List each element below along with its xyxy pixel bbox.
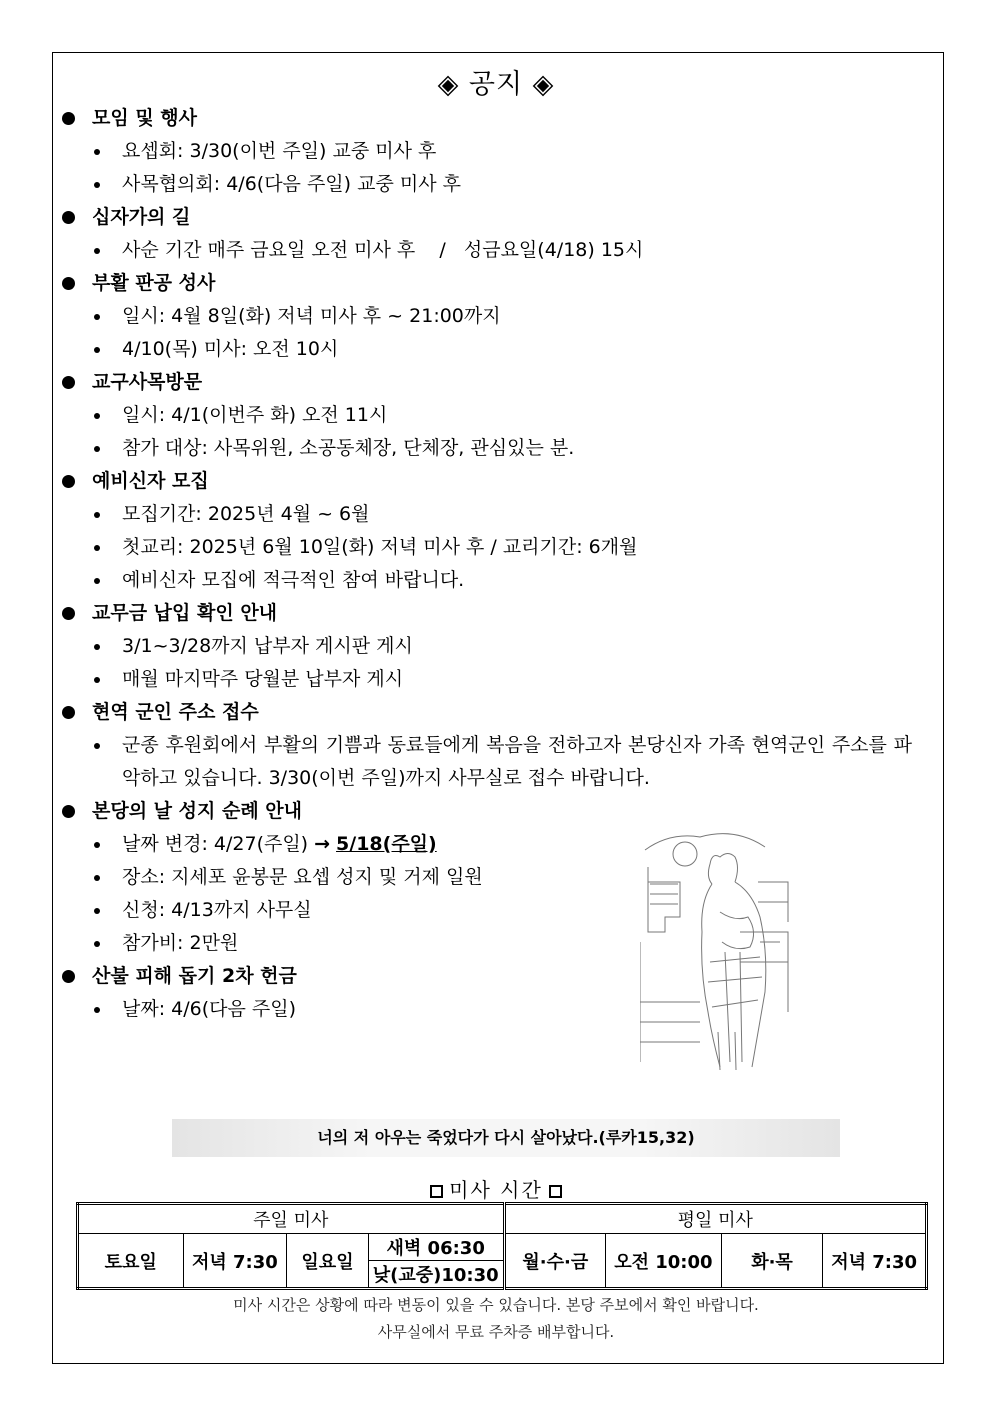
list-item (62, 234, 922, 267)
section-heading (62, 267, 922, 300)
footer-line: 미사 시간은 상황에 따라 변동이 있을 수 있습니다. 본당 주보에서 확인 바랍니다. (233, 1296, 759, 1314)
section-confession (62, 267, 922, 366)
section-heading (62, 960, 922, 993)
bullet-dot (62, 805, 75, 818)
section-heading (62, 366, 922, 399)
bullet-point (94, 413, 100, 419)
list-item (62, 399, 922, 432)
bullet-dot (62, 706, 75, 719)
scripture-quote-banner: 너의 저 아우는 죽었다가 다시 살아났다.(루카15,32) (172, 1119, 840, 1157)
section-heading-text: 예비신자 모집 (92, 470, 209, 492)
section-catechumen (62, 465, 922, 597)
bullet-point (94, 842, 100, 848)
section-heading (62, 465, 922, 498)
list-item-text: 4/10(목) 미사: 오전 10시 (122, 338, 339, 360)
list-item (62, 498, 922, 531)
bullet-point (94, 578, 100, 584)
bullet-point (94, 149, 100, 155)
list-item-text: 장소: 지세포 윤봉문 요셉 성지 및 거제 일원 (122, 866, 483, 888)
list-item-text: 군종 후원회에서 부활의 기쁨과 동료들에게 복음을 전하고자 본당신자 가족 현역군인 주소를 파악하고 있습니다. 3/30(이번 주일)까지 사무실로 접수 바랍니다. (122, 734, 912, 789)
list-item (62, 927, 922, 960)
list-item (62, 630, 922, 663)
list-item (62, 861, 922, 894)
square-icon (549, 1185, 562, 1198)
bullet-point (94, 314, 100, 320)
mon-wed-fri-time: 오전 10:00 (606, 1234, 722, 1289)
mass-times-table (76, 1202, 928, 1290)
bullet-point (94, 875, 100, 881)
bullet-dot (62, 970, 75, 983)
page-title: ◈ 공지 ◈ (437, 69, 555, 100)
saturday-label: 토요일 (78, 1234, 184, 1289)
footer-notes (0, 1292, 992, 1346)
bullet-dot (62, 112, 75, 125)
bullet-point (94, 677, 100, 683)
list-item-text: 첫교리: 2025년 6월 10일(화) 저녁 미사 후 / 교리기간: 6개월 (122, 536, 638, 558)
list-item (62, 663, 922, 696)
mon-wed-fri-label: 월·수·금 (504, 1234, 606, 1289)
tue-thu-label: 화·목 (721, 1234, 823, 1289)
sunday-day-time: 낮(교중)10:30 (368, 1261, 504, 1289)
bullet-dot (62, 277, 75, 290)
sunday-mass-header: 주일 미사 (78, 1204, 505, 1234)
arrow-right-icon: → (314, 833, 331, 855)
section-soldier-address (62, 696, 922, 795)
mass-times-heading (0, 1174, 992, 1203)
bullet-dot (62, 376, 75, 389)
section-heading (62, 696, 922, 729)
sunday-label: 일요일 (287, 1234, 369, 1289)
list-item (62, 729, 922, 795)
list-item-text: 참가 대상: 사목위원, 소공동체장, 단체장, 관심있는 분. (122, 437, 575, 459)
section-heading (62, 597, 922, 630)
list-item (62, 432, 922, 465)
list-item-text: 신청: 4/13까지 사무실 (122, 899, 312, 921)
section-heading-text: 본당의 날 성지 순례 안내 (92, 800, 302, 822)
list-item-text: 날짜: 4/6(다음 주일) (122, 998, 297, 1020)
square-icon (430, 1185, 443, 1198)
bullet-dot (62, 475, 75, 488)
section-meetings (62, 102, 922, 201)
section-pilgrimage (62, 795, 922, 960)
saturday-time: 저녁 7:30 (183, 1234, 287, 1289)
section-heading-text: 산불 피해 돕기 2차 헌금 (92, 965, 297, 987)
bullet-point (94, 908, 100, 914)
section-heading (62, 102, 922, 135)
list-item-text: 요셉회: 3/30(이번 주일) 교중 미사 후 (122, 140, 437, 162)
list-item (62, 168, 922, 201)
notice-list (62, 102, 922, 1026)
list-item (62, 300, 922, 333)
tue-thu-time: 저녁 7:30 (823, 1234, 927, 1289)
list-item (62, 894, 922, 927)
section-heading-text: 교구사목방문 (92, 371, 203, 393)
prodigal-son-illustration (640, 822, 790, 1072)
bullet-point (94, 248, 100, 254)
section-way-of-cross (62, 201, 922, 267)
section-heading-text: 모임 및 행사 (92, 107, 197, 129)
section-heading (62, 201, 922, 234)
date-change-old: 날짜 변경: 4/27(주일) (122, 833, 309, 855)
bullet-point (94, 347, 100, 353)
bullet-point (94, 743, 100, 749)
list-item (62, 828, 922, 861)
list-item-text: 사목협의회: 4/6(다음 주일) 교중 미사 후 (122, 173, 461, 195)
section-heading-text: 교무금 납입 확인 안내 (92, 602, 278, 624)
list-item-text: 사순 기간 매주 금요일 오전 미사 후 / 성금요일(4/18) 15시 (122, 239, 644, 261)
list-item-text: 일시: 4/1(이번주 화) 오전 11시 (122, 404, 388, 426)
list-item (62, 564, 922, 597)
weekday-mass-header: 평일 미사 (504, 1204, 926, 1234)
list-item-text: 일시: 4월 8일(화) 저녁 미사 후 ~ 21:00까지 (122, 305, 501, 327)
bullet-point (94, 512, 100, 518)
list-item-text: 참가비: 2만원 (122, 932, 239, 954)
list-item-text: 예비신자 모집에 적극적인 참여 바랍니다. (122, 569, 465, 591)
bullet-dot (62, 607, 75, 620)
section-heading-text: 십자가의 길 (92, 206, 191, 228)
bullet-point (94, 182, 100, 188)
sunday-dawn-time: 새벽 06:30 (368, 1234, 504, 1261)
section-diocese-visit (62, 366, 922, 465)
list-item (62, 333, 922, 366)
list-item (62, 531, 922, 564)
bullet-point (94, 446, 100, 452)
bullet-point (94, 941, 100, 947)
section-heading-text: 부활 판공 성사 (92, 272, 216, 294)
mass-times-title: 미사 시간 (449, 1178, 543, 1202)
list-item-text: 매월 마지막주 당월분 납부자 게시 (122, 668, 404, 690)
list-item (62, 135, 922, 168)
date-change-new: 5/18(주일) (336, 833, 437, 855)
section-wildfire-collection (62, 960, 922, 1026)
bullet-point (94, 644, 100, 650)
section-dues (62, 597, 922, 696)
list-item (62, 993, 922, 1026)
bullet-point (94, 1007, 100, 1013)
list-item-text: 3/1~3/28까지 납부자 게시판 게시 (122, 635, 413, 657)
section-heading-text: 현역 군인 주소 접수 (92, 701, 259, 723)
bullet-point (94, 545, 100, 551)
bullet-dot (62, 211, 75, 224)
footer-line: 사무실에서 무료 주차증 배부합니다. (377, 1323, 615, 1341)
list-item-text: 모집기간: 2025년 4월 ~ 6월 (122, 503, 370, 525)
section-heading (62, 795, 922, 828)
